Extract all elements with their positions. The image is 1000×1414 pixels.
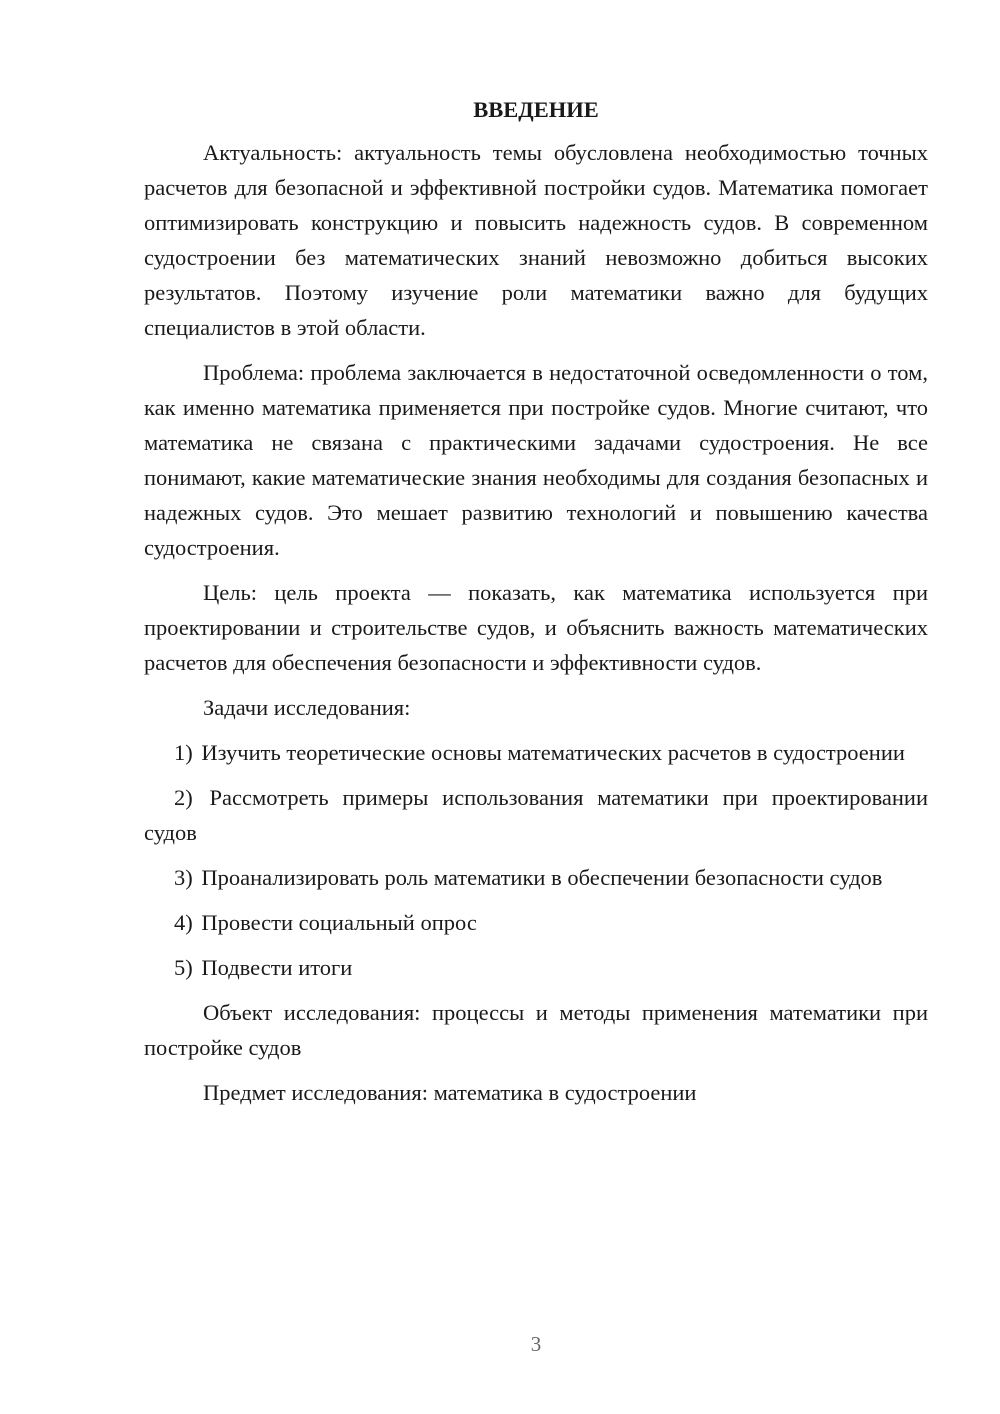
page-title: ВВЕДЕНИЕ	[473, 97, 599, 122]
task-number: 4)	[174, 910, 193, 935]
task-text: Изучить теоретические основы математических расчетов в судостроении	[201, 740, 905, 765]
task-number: 3)	[174, 865, 193, 890]
task-text: Проанализировать роль математики в обеспечении безопасности судов	[201, 865, 883, 890]
task-number: 5)	[174, 955, 193, 980]
task-number: 1)	[174, 740, 193, 765]
tasks-title: Задачи исследования:	[203, 695, 411, 720]
object-paragraph: Объект исследования: процессы и методы применения математики при постройке судов	[144, 1000, 928, 1060]
task-item	[144, 950, 928, 985]
task-item	[144, 780, 928, 850]
task-text: Подвести итоги	[201, 955, 353, 980]
task-number: 2)	[174, 785, 193, 810]
relevance-paragraph: Актуальность: актуальность темы обусловлена необходимостью точных расчетов для безопасной и эффективной постройки судов. Математика помогает оптимизировать конструкцию и повысить надежность судов. В современном судостроении без математических знаний невозможно добиться высоких результатов. Поэтому изучение роли математики важно для будущих специалистов в этой области.	[144, 140, 928, 340]
task-item	[144, 905, 928, 940]
subject-paragraph: Предмет исследования: математика в судостроении	[203, 1080, 697, 1105]
problem-paragraph: Проблема: проблема заключается в недостаточной осведомленности о том, как именно математика применяется при постройке судов. Многие считают, что математика не связана с практическими задачами судостроения. Не все понимают, какие математические знания необходимы для создания безопасных и надежных судов. Это мешает развитию технологий и повышению качества судостроения.	[144, 360, 928, 560]
task-text: Провести социальный опрос	[201, 910, 477, 935]
task-item	[144, 735, 928, 770]
document-body	[144, 92, 928, 1120]
task-text: Рассмотреть примеры использования математики при проектировании судов	[144, 785, 929, 845]
page-number: 3	[530, 1332, 542, 1356]
task-item	[144, 860, 928, 895]
goal-paragraph: Цель: цель проекта — показать, как математика используется при проектировании и строительстве судов, и объяснить важность математических расчетов для обеспечения безопасности и эффективности судов.	[144, 580, 928, 675]
